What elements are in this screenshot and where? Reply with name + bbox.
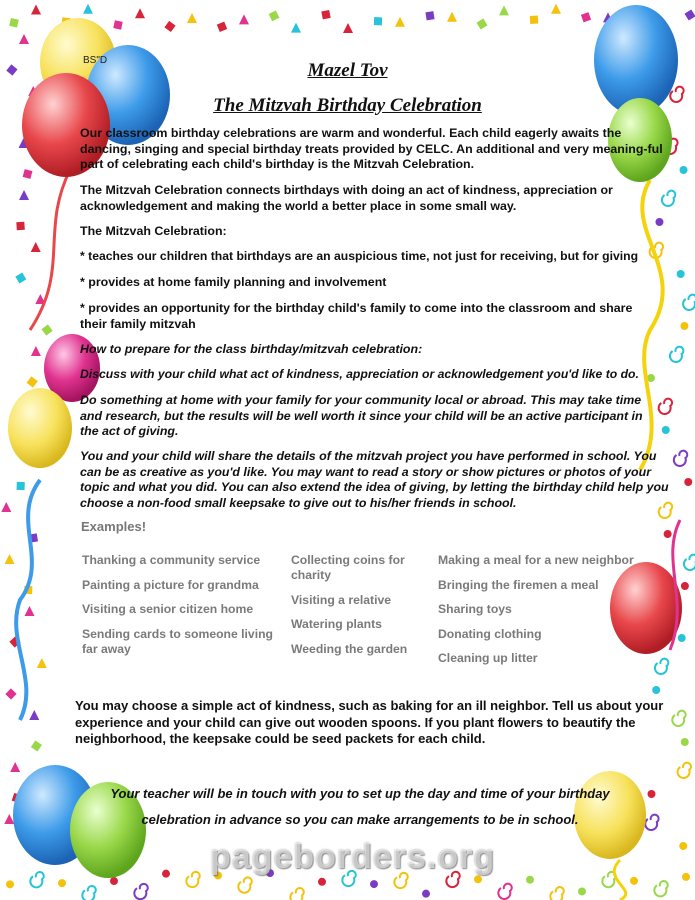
confetti-triangle bbox=[83, 4, 93, 14]
confetti-dot bbox=[681, 738, 689, 746]
examples-column-1 bbox=[82, 553, 282, 666]
confetti-square bbox=[5, 688, 16, 699]
confetti-square bbox=[164, 21, 175, 32]
confetti-square bbox=[9, 18, 19, 28]
confetti-swirl bbox=[678, 763, 691, 778]
balloon-yellow-left bbox=[8, 388, 72, 468]
watermark: pageborders.org bbox=[210, 838, 496, 876]
confetti-dot bbox=[677, 270, 685, 278]
example-item: Donating clothing bbox=[438, 626, 542, 641]
example-item: Thanking a community service bbox=[82, 553, 261, 567]
example-item: Collecting coins for charity bbox=[291, 553, 405, 582]
confetti-square bbox=[17, 482, 25, 490]
confetti-dot bbox=[681, 582, 689, 590]
intro-paragraph-3: The Mitzvah Celebration: bbox=[80, 224, 227, 238]
confetti-triangle bbox=[135, 8, 145, 18]
confetti-square bbox=[16, 222, 25, 231]
confetti-square bbox=[477, 19, 488, 30]
confetti-square bbox=[23, 169, 33, 179]
confetti-square bbox=[269, 11, 280, 22]
example-item: Sharing toys bbox=[438, 602, 512, 616]
howto-paragraph-2: Do something at home with your family for your community local or abroad. This may take time and research, but the results will be well worth it since your child will be an active participant in the act of giving. bbox=[80, 393, 643, 438]
confetti-triangle bbox=[31, 5, 41, 15]
confetti-square bbox=[113, 20, 122, 29]
confetti-triangle bbox=[31, 242, 41, 252]
examples-column-3 bbox=[438, 553, 653, 676]
example-item: Watering plants bbox=[291, 617, 382, 631]
confetti-dot bbox=[684, 478, 692, 486]
page-subtitle: The Mitzvah Birthday Celebration bbox=[213, 95, 482, 116]
example-item: Sending cards to someone living far away bbox=[82, 626, 273, 656]
confetti-dot bbox=[630, 877, 638, 885]
confetti-triangle bbox=[5, 554, 15, 564]
confetti-square bbox=[217, 22, 227, 32]
howto-heading: How to prepare for the class birthday/mitzvah celebration: bbox=[80, 342, 423, 356]
confetti-dot bbox=[680, 166, 688, 174]
confetti-dot bbox=[682, 873, 690, 881]
confetti-square bbox=[425, 11, 434, 20]
confetti-dot bbox=[58, 879, 66, 887]
example-item: Visiting a relative bbox=[291, 592, 392, 607]
example-item: Visiting a senior citizen home bbox=[82, 602, 254, 616]
confetti-dot bbox=[110, 877, 118, 885]
confetti-square bbox=[41, 324, 52, 335]
confetti-swirl bbox=[82, 886, 95, 900]
confetti-swirl bbox=[674, 451, 687, 466]
confetti-swirl bbox=[238, 877, 251, 892]
confetti-dot bbox=[422, 890, 430, 898]
confetti-triangle bbox=[291, 23, 301, 33]
confetti-triangle bbox=[395, 17, 405, 27]
confetti-square bbox=[530, 16, 538, 24]
confetti-dot bbox=[6, 880, 14, 888]
example-item: Bringing the firemen a meal bbox=[438, 577, 599, 592]
confetti-dot bbox=[318, 878, 326, 886]
example-item: Making a meal for a new neighbor bbox=[438, 553, 634, 567]
confetti-triangle bbox=[499, 5, 509, 15]
confetti-dot bbox=[162, 870, 170, 878]
howto-paragraph-3: You and your child will share the details of the mitzvah project you have performed in school. You can be as creative as you'd like. You may want to read a story or show pictures or photos of your topic and what you did. You can also extend the idea of giving, by letting the birthday child help you choose a non-food small keepsake to give out to his/her friends in school. bbox=[80, 449, 669, 510]
confetti-dot bbox=[526, 876, 534, 884]
confetti-triangle bbox=[239, 14, 249, 24]
intro-paragraph-2: The Mitzvah Celebration connects birthdays with doing an act of kindness, appreciation or acknowledgement and making the world a better place in some small way. bbox=[80, 183, 613, 213]
confetti-triangle bbox=[19, 34, 29, 44]
page-title: Mazel Tov bbox=[307, 60, 388, 81]
confetti-square bbox=[684, 9, 695, 20]
confetti-triangle bbox=[187, 13, 197, 23]
confetti-dot bbox=[678, 634, 686, 642]
bullet-classroom-share: * provides an opportunity for the birthday child's family to come into the classroom and share their family mitzvah bbox=[80, 301, 633, 331]
confetti-square bbox=[581, 12, 591, 22]
bsd-label: BS"D bbox=[83, 55, 108, 66]
confetti-swirl bbox=[550, 887, 563, 900]
confetti-swirl bbox=[655, 659, 668, 674]
confetti-square bbox=[31, 740, 42, 751]
confetti-dot bbox=[652, 686, 660, 694]
confetti-dot bbox=[578, 887, 586, 895]
confetti-swirl bbox=[683, 295, 695, 310]
confetti-triangle bbox=[19, 190, 29, 200]
confetti-swirl bbox=[498, 884, 511, 899]
example-item: Painting a picture for grandma bbox=[82, 577, 259, 592]
examples-heading: Examples! bbox=[81, 519, 147, 534]
confetti-dot bbox=[679, 842, 687, 850]
confetti-triangle bbox=[10, 762, 20, 772]
confetti-square bbox=[374, 17, 382, 25]
confetti-triangle bbox=[447, 12, 457, 22]
closing-line-2: celebration in advance so you can make arrangements to be in school. bbox=[141, 812, 579, 827]
confetti-square bbox=[27, 376, 38, 387]
confetti-triangle bbox=[1, 502, 11, 512]
example-item: Cleaning up litter bbox=[438, 651, 538, 665]
confetti-dot bbox=[662, 426, 670, 434]
confetti-dot bbox=[680, 322, 688, 330]
confetti-swirl bbox=[30, 872, 43, 887]
confetti-triangle bbox=[551, 4, 561, 14]
confetti-triangle bbox=[24, 606, 34, 616]
confetti-square bbox=[15, 273, 26, 284]
example-item: Weeding the garden bbox=[291, 641, 408, 656]
confetti-triangle bbox=[29, 710, 39, 720]
intro-paragraph-1: Our classroom birthday celebrations are warm and wonderful. Each child eagerly awaits the dancing, singing and special birthday treats provided by CELC. An additional and very meaning-ful part of celebrating each child's birthday is the Mitzvah Celebration. bbox=[80, 126, 663, 171]
confetti-swirl bbox=[672, 711, 685, 726]
confetti-dot bbox=[664, 530, 672, 538]
confetti-swirl bbox=[684, 555, 695, 570]
bullet-family-planning: * provides at home family planning and involvement bbox=[80, 275, 387, 289]
confetti-swirl bbox=[654, 881, 667, 896]
confetti-dot bbox=[370, 880, 378, 888]
howto-paragraph-1: Discuss with your child what act of kindness, appreciation or acknowledgement you'd like to do. bbox=[80, 367, 639, 381]
confetti-swirl bbox=[134, 884, 147, 899]
confetti-triangle bbox=[343, 23, 353, 33]
bullet-giving: * teaches our children that birthdays are an auspicious time, not just for receiving, but for giving bbox=[80, 249, 639, 263]
confetti-swirl bbox=[290, 888, 303, 900]
kindness-paragraph: You may choose a simple act of kindness, such as baking for an ill neighbor. Tell us about your experience and your child can give out wooden spoons. If you plant flowers to beautify the neighborhood, the keepsake could be seed packets for each child. bbox=[75, 698, 664, 746]
confetti-swirl bbox=[659, 399, 672, 414]
confetti-square bbox=[321, 10, 330, 19]
confetti-triangle bbox=[37, 658, 47, 668]
confetti-swirl bbox=[186, 872, 199, 887]
examples-column-2 bbox=[291, 553, 426, 666]
closing-line-1: Your teacher will be in touch with you to set up the day and time of your birthday bbox=[110, 786, 610, 801]
confetti-triangle bbox=[31, 346, 41, 356]
